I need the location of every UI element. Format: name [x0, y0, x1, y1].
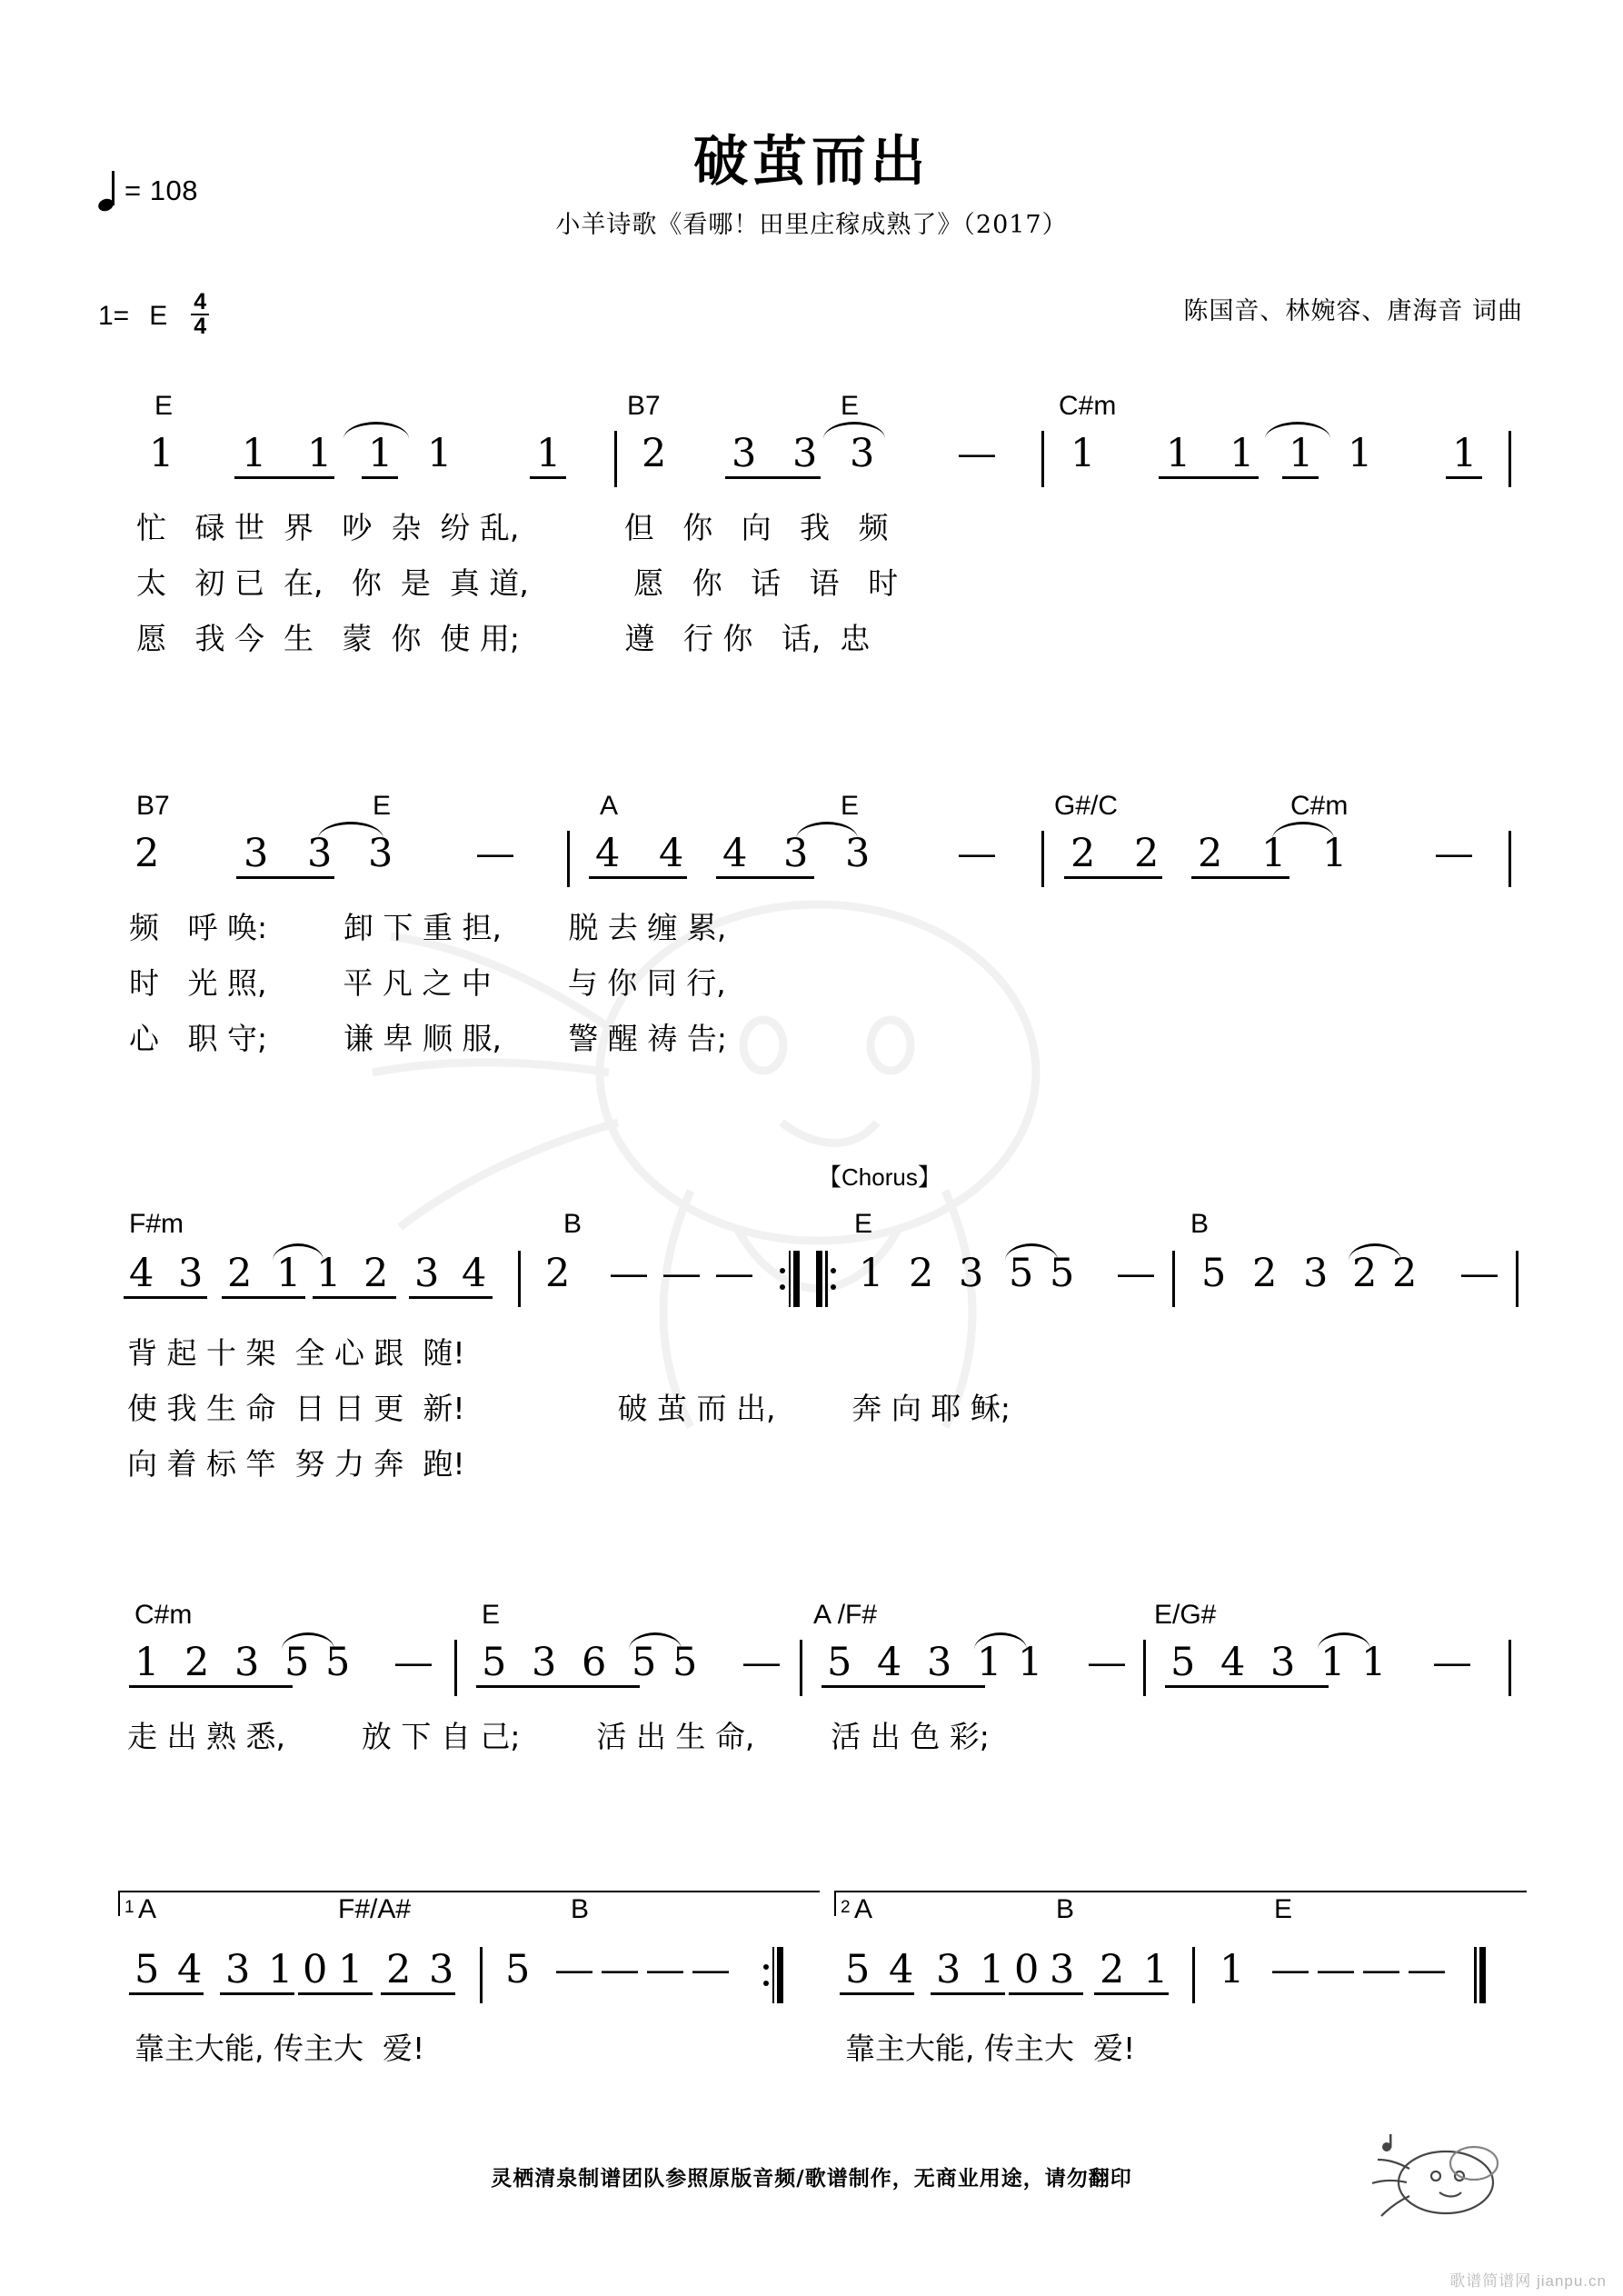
chord-symbol: C#m	[1059, 391, 1117, 421]
note: 1	[1289, 431, 1314, 476]
note: 1	[427, 431, 453, 476]
note: 3	[225, 1947, 251, 1992]
note: 5	[325, 1640, 351, 1685]
note-sustain: —	[611, 1253, 647, 1293]
chord-symbol: E/G#	[1154, 1600, 1217, 1630]
note-sustain: —	[1089, 1642, 1125, 1682]
note: 3	[845, 831, 871, 876]
note: 2	[1100, 1947, 1125, 1992]
note: 4	[177, 1947, 203, 1992]
note-sustain: —	[1434, 1642, 1470, 1682]
note: 1	[1452, 431, 1478, 476]
note-sustain: —	[1118, 1253, 1154, 1293]
lyric-verse-3: 愿 我 今 生 蒙 你 使 用; 遵 行 你 话, 忠	[136, 621, 871, 656]
note: 1	[149, 431, 174, 476]
chord-symbol: B	[571, 1894, 590, 1924]
chord-symbol: C#m	[1290, 791, 1349, 821]
volta-bracket-2	[834, 1891, 1527, 1916]
repeat-start-barline	[816, 1251, 836, 1307]
chord-symbol: E	[482, 1600, 501, 1630]
note: 2	[545, 1251, 571, 1296]
note: 2	[1070, 831, 1096, 876]
note: 3	[927, 1640, 952, 1685]
note: 3	[783, 831, 809, 876]
volta-number: 1	[124, 1898, 134, 1917]
chord-symbol: F#/A#	[338, 1894, 412, 1924]
note: 2	[1352, 1251, 1378, 1296]
lyric-verse-1: 频 呼 唤: 卸 下 重 担, 脱 去 缠 累,	[129, 910, 727, 945]
note: 2	[386, 1947, 412, 1992]
note: 1	[316, 1251, 342, 1296]
note: 1	[134, 1640, 160, 1685]
note: 5	[505, 1947, 531, 1992]
chord-symbol: E	[1274, 1894, 1293, 1924]
note: 2	[134, 831, 160, 876]
note: 2	[184, 1640, 210, 1685]
note-sustain: —	[395, 1642, 432, 1682]
note: 2	[1198, 831, 1223, 876]
lyric-verse-1: 忙 碌 世 界 吵 杂 纷 乱, 但 你 向 我 频	[136, 510, 889, 545]
note: 4	[877, 1640, 902, 1685]
note: 0	[303, 1947, 328, 1992]
note: 0	[1014, 1947, 1040, 1992]
note-sustain: —	[477, 834, 513, 873]
final-barline	[1474, 1947, 1486, 2003]
chord-symbol: E	[854, 1209, 873, 1239]
chord-symbol: E	[373, 791, 392, 821]
key-signature	[98, 289, 209, 340]
note-row	[0, 1947, 1623, 2016]
note: 1	[242, 431, 267, 476]
note: 5	[1170, 1640, 1196, 1685]
note: 3	[732, 431, 757, 476]
note: 2	[363, 1251, 389, 1296]
chord-symbol: B	[563, 1209, 582, 1239]
chord-symbol: B7	[136, 791, 170, 821]
note: 1	[268, 1947, 294, 1992]
note: 3	[307, 831, 333, 876]
note-row	[0, 431, 1623, 500]
note: 1	[1322, 831, 1348, 876]
note: 1	[980, 1947, 1005, 1992]
note: 5	[672, 1640, 698, 1685]
note: 3	[1050, 1947, 1075, 1992]
note: 6	[582, 1640, 607, 1685]
note-sustain: —	[1272, 1950, 1309, 1990]
note-row	[0, 1251, 1623, 1320]
note: 1	[1143, 1947, 1169, 1992]
note: 1	[1361, 1640, 1387, 1685]
chord-symbol: G#/C	[1054, 791, 1119, 821]
note: 1	[1348, 431, 1373, 476]
note: 1	[1320, 1640, 1346, 1685]
lyric-verse-1: 背 起 十 架 全 心 跟 随!	[127, 1335, 465, 1371]
site-watermark: 歌谱简谱网 jianpu.cn	[1449, 2272, 1607, 2290]
note: 4	[722, 831, 748, 876]
note-sustain: —	[647, 1950, 683, 1990]
chord-symbol: B	[1056, 1894, 1075, 1924]
note: 1	[1070, 431, 1096, 476]
note: 1	[276, 1251, 302, 1296]
note: 3	[850, 431, 875, 476]
chord-symbol: A	[854, 1894, 873, 1924]
note: 4	[129, 1251, 154, 1296]
chord-symbol: A	[600, 791, 619, 821]
chord-symbol: E	[841, 391, 860, 421]
volta-number: 2	[841, 1898, 851, 1917]
note: 3	[532, 1640, 557, 1685]
note-sustain: —	[959, 434, 995, 474]
note-sustain: —	[1461, 1253, 1498, 1293]
chord-symbol: A /F#	[813, 1600, 878, 1630]
note: 3	[1303, 1251, 1329, 1296]
note: 4	[1220, 1640, 1246, 1685]
note: 1	[368, 431, 393, 476]
note: 3	[792, 431, 818, 476]
note: 4	[462, 1251, 487, 1296]
credits: 陈国音、林婉容、唐海音 词曲	[1183, 297, 1523, 325]
lyric-verse-2: 太 初 已 在, 你 是 真 道, 愿 你 话 语 时	[136, 565, 899, 601]
note: 2	[909, 1251, 934, 1296]
key-prefix: 1=	[98, 301, 130, 331]
note: 2	[1252, 1251, 1278, 1296]
repeat-end-barline	[763, 1947, 783, 2003]
note: 3	[414, 1251, 440, 1296]
note: 1	[977, 1640, 1002, 1685]
note-sustain: —	[1363, 1950, 1399, 1990]
note-sustain: —	[602, 1950, 638, 1990]
note: 1	[307, 431, 333, 476]
note: 1	[859, 1251, 884, 1296]
note: 4	[595, 831, 621, 876]
note: 3	[936, 1947, 961, 1992]
note: 1	[1018, 1640, 1043, 1685]
note: 3	[1270, 1640, 1296, 1685]
note: 5	[1201, 1251, 1227, 1296]
chord-symbol: A	[138, 1894, 157, 1924]
note-sustain: —	[663, 1253, 700, 1293]
note: 2	[1392, 1251, 1418, 1296]
note-sustain: —	[716, 1253, 752, 1293]
note: 3	[244, 831, 269, 876]
chorus-marker: 【Chorus】	[818, 1163, 941, 1191]
repeat-end-barline	[780, 1251, 800, 1307]
note: 2	[227, 1251, 253, 1296]
lyric-ending-2: 靠主大能, 传主大 爱!	[845, 2031, 1136, 2066]
time-signature	[191, 291, 209, 338]
note-sustain: —	[1409, 1950, 1445, 1990]
page-title: 破茧而出	[693, 130, 930, 194]
lyric-verse-1: 走 出 熟 悉, 放 下 自 己; 活 出 生 命, 活 出 色 彩;	[127, 1719, 990, 1754]
chord-symbol: E	[154, 391, 174, 421]
note: 5	[827, 1640, 852, 1685]
chord-symbol: E	[841, 791, 860, 821]
note: 3	[429, 1947, 454, 1992]
note: 5	[845, 1947, 871, 1992]
note: 2	[1134, 831, 1160, 876]
key-name: E	[149, 301, 168, 331]
note-sustain: —	[1436, 834, 1472, 873]
note: 3	[234, 1640, 260, 1685]
note-sustain: —	[556, 1950, 592, 1990]
note-sustain: —	[1318, 1950, 1354, 1990]
note: 5	[632, 1640, 657, 1685]
note-row	[0, 831, 1623, 900]
tempo-value: = 108	[124, 175, 198, 206]
note: 4	[889, 1947, 914, 1992]
note: 5	[1009, 1251, 1034, 1296]
lyric-verse-2: 时 光 照, 平 凡 之 中 与 你 同 行,	[129, 965, 726, 1001]
note: 1	[1230, 431, 1255, 476]
note: 3	[959, 1251, 984, 1296]
footer-note: 灵栖清泉制谱团队参照原版音频/歌谱制作，无商业用途，请勿翻印	[491, 2166, 1132, 2191]
chord-symbol: C#m	[134, 1600, 193, 1630]
publisher-stamp-icon	[1359, 2132, 1518, 2232]
note: 2	[642, 431, 667, 476]
note-sustain: —	[959, 834, 995, 873]
lyric-ending-1: 靠主大能, 传主大 爱!	[134, 2031, 425, 2066]
note-sustain: —	[692, 1950, 729, 1990]
lyric-verse-2: 使 我 生 命 日 日 更 新! 破 茧 而 出, 奔 向 耶 稣;	[127, 1391, 1011, 1426]
note: 1	[338, 1947, 363, 1992]
note: 3	[178, 1251, 204, 1296]
chord-symbol: F#m	[129, 1209, 184, 1239]
meter-denominator: 4	[191, 314, 209, 338]
note: 4	[659, 831, 684, 876]
chord-symbol: B	[1190, 1209, 1210, 1239]
note: 3	[368, 831, 393, 876]
lyric-verse-3: 向 着 标 竿 努 力 奔 跑!	[127, 1446, 465, 1482]
note: 5	[1050, 1251, 1075, 1296]
note: 5	[482, 1640, 507, 1685]
note: 1	[1220, 1947, 1245, 1992]
note: 1	[1261, 831, 1287, 876]
note: 5	[134, 1947, 160, 1992]
lyric-verse-3: 心 职 守; 谦 卑 顺 服, 警 醒 祷 告;	[129, 1021, 727, 1056]
volta-bracket-1	[118, 1891, 820, 1916]
note-sustain: —	[743, 1642, 780, 1682]
note: 5	[284, 1640, 310, 1685]
note: 1	[536, 431, 562, 476]
note: 1	[1166, 431, 1191, 476]
subtitle: 小羊诗歌《看哪！田里庄稼成熟了》（2017）	[555, 211, 1068, 239]
note-row	[0, 1640, 1623, 1709]
meter-numerator: 4	[194, 289, 207, 314]
chord-symbol: B7	[627, 391, 661, 421]
